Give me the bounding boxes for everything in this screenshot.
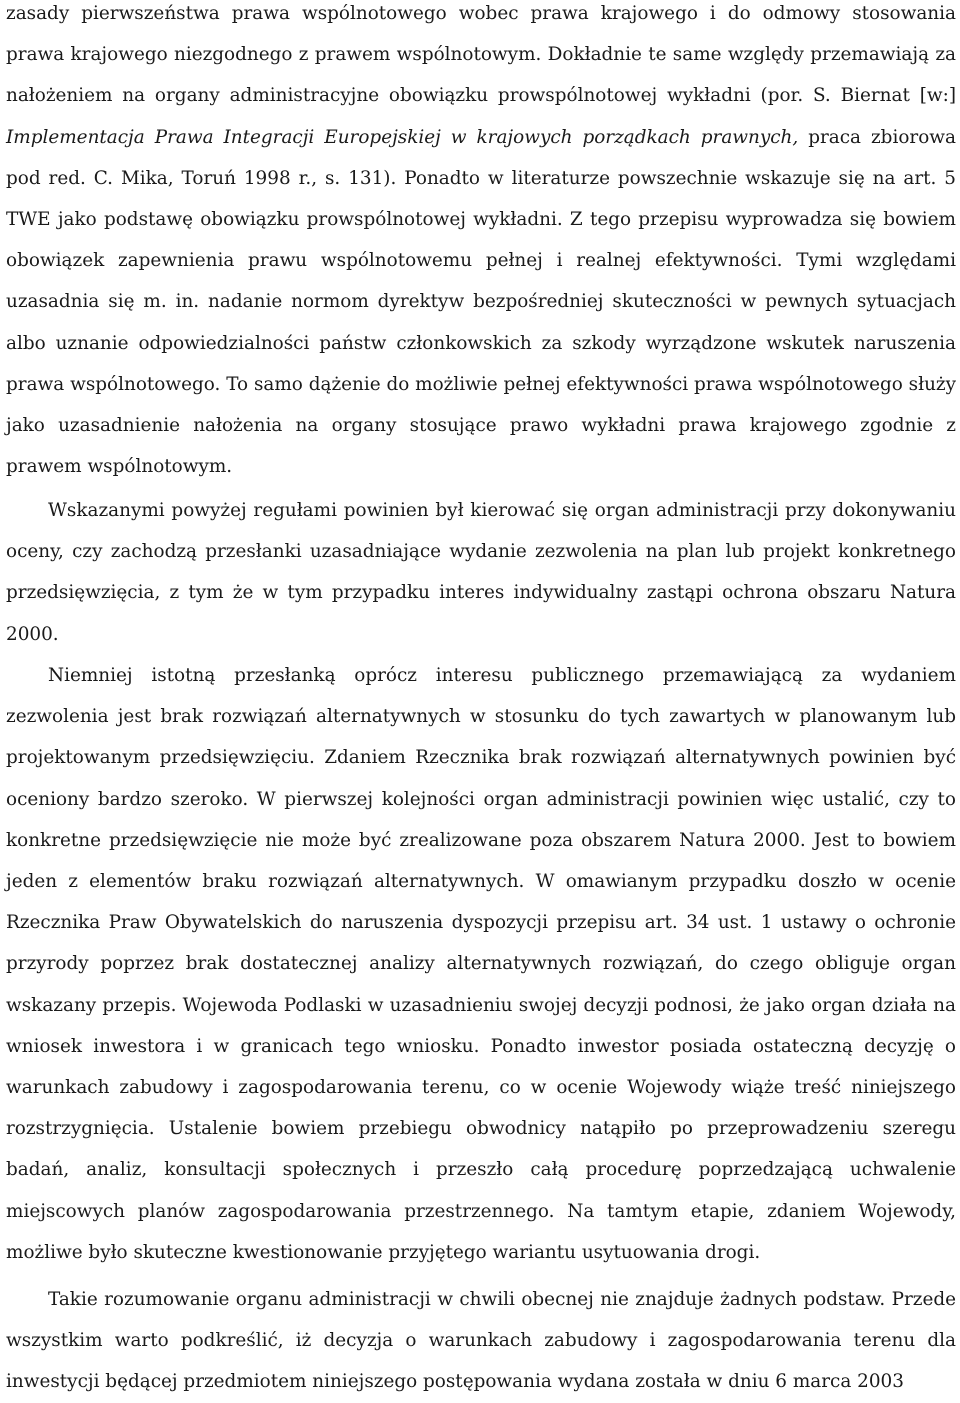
cited-work-title: Implementacja Prawa Integracji Europejskiej w krajowych porządkach prawnych, [6,126,799,148]
paragraph-4: Takie rozumowanie organu administracji w chwili obecnej nie znajduje żadnych podstaw. Przede wszystkim warto podkreślić, iż decyzja o warunkach zabudowy i zagospodarowania terenu dla inwestycji będącej przedmiotem niniejszego postępowania wydana została w dniu 6 marca 2003 [6,1289,956,1393]
paragraph-2: Wskazanymi powyżej regułami powinien był kierować się organ administracji przy dokonywaniu oceny, czy zachodzą przesłanki uzasadniające wydanie zezwolenia na plan lub projekt konkretnego przedsięwzięcia, z tym że w tym przypadku interes indywidualny zastąpi ochrona obszaru Natura 2000. [6,500,956,645]
paragraph-3: Niemniej istotną przesłanką oprócz interesu publicznego przemawiającą za wydaniem zezwolenia jest brak rozwiązań alternatywnych w stosunku do tych zawartych w planowanym lub projektowanym przedsięwzięciu. Zdaniem Rzecznika brak rozwiązań alternatywnych powinien być oceniony bardzo szeroko. W pierwszej kolejności organ administracji powinien więc ustalić, czy to konkretne przedsięwzięcie nie może być zrealizowane poza obszarem Natura 2000. Jest to bowiem jeden z elementów braku rozwiązań alternatywnych. W omawianym przypadku doszło w ocenie Rzecznika Praw Obywatelskich do naruszenia dyspozycji przepisu art. 34 ust. 1 ustawy o ochronie przyrody poprzez brak dostatecznej analizy alternatywnych rozwiązań, do czego obliguje organ wskazany przepis. Wojewoda Podlaski w uzasadnieniu swojej decyzji podnosi, że jako organ działa na wniosek inwestora i w granicach tego wniosku. Ponadto inwestor posiada ostateczną decyzję o warunkach zabudowy i zagospodarowania terenu, co w ocenie Wojewody wiąże treść niniejszego rozstrzygnięcia. Ustalenie bowiem przebiegu obwodnicy natąpiło po przeprowadzeniu szeregu badań, analiz, konsultacji społecznych i przeszło całą procedurę poprzedzającą uchwalenie miejscowych planów zagospodarowania przestrzennego. Na tamtym etapie, zdaniem Wojewody, możliwe było skuteczne kwestionowanie przyjętego wariantu usytuowania drogi. [6,665,956,1263]
paragraph-1-text-a: zasady pierwszeństwa prawa wspólnotowego wobec prawa krajowego i do odmowy stosowania prawa krajowego niezgodnego z prawem wspólnotowym. Dokładnie te same względy przemawiają za nałożeniem na organy administracyjne obowiązku prowspólnotowej wykładni (por. S. Biernat [w:] [6,3,956,107]
paragraph-1 [6,0,956,487]
paragraph-1-text-b: praca zbiorowa pod red. C. Mika, Toruń 1998 r., s. 131). Ponadto w literaturze powszechnie wskazuje się na art. 5 TWE jako podstawę obowiązku prowspólnotowej wykładni. Z tego przepisu wyprowadza się bowiem obowiązek zapewnienia prawu wspólnotowemu pełnej i realnej efektywności. Tymi względami uzasadnia się m. in. nadanie normom dyrektyw bezpośredniej skuteczności w pewnych sytuacjach albo uznanie odpowiedzialności państw członkowskich za szkody wyrządzone wskutek naruszenia prawa wspólnotowego. To samo dążenie do możliwie pełnej efektywności prawa wspólnotowego służy jako uzasadnienie nałożenia na organy stosujące prawo wykładni prawa krajowego zgodnie z prawem wspólnotowym. [6,126,957,478]
